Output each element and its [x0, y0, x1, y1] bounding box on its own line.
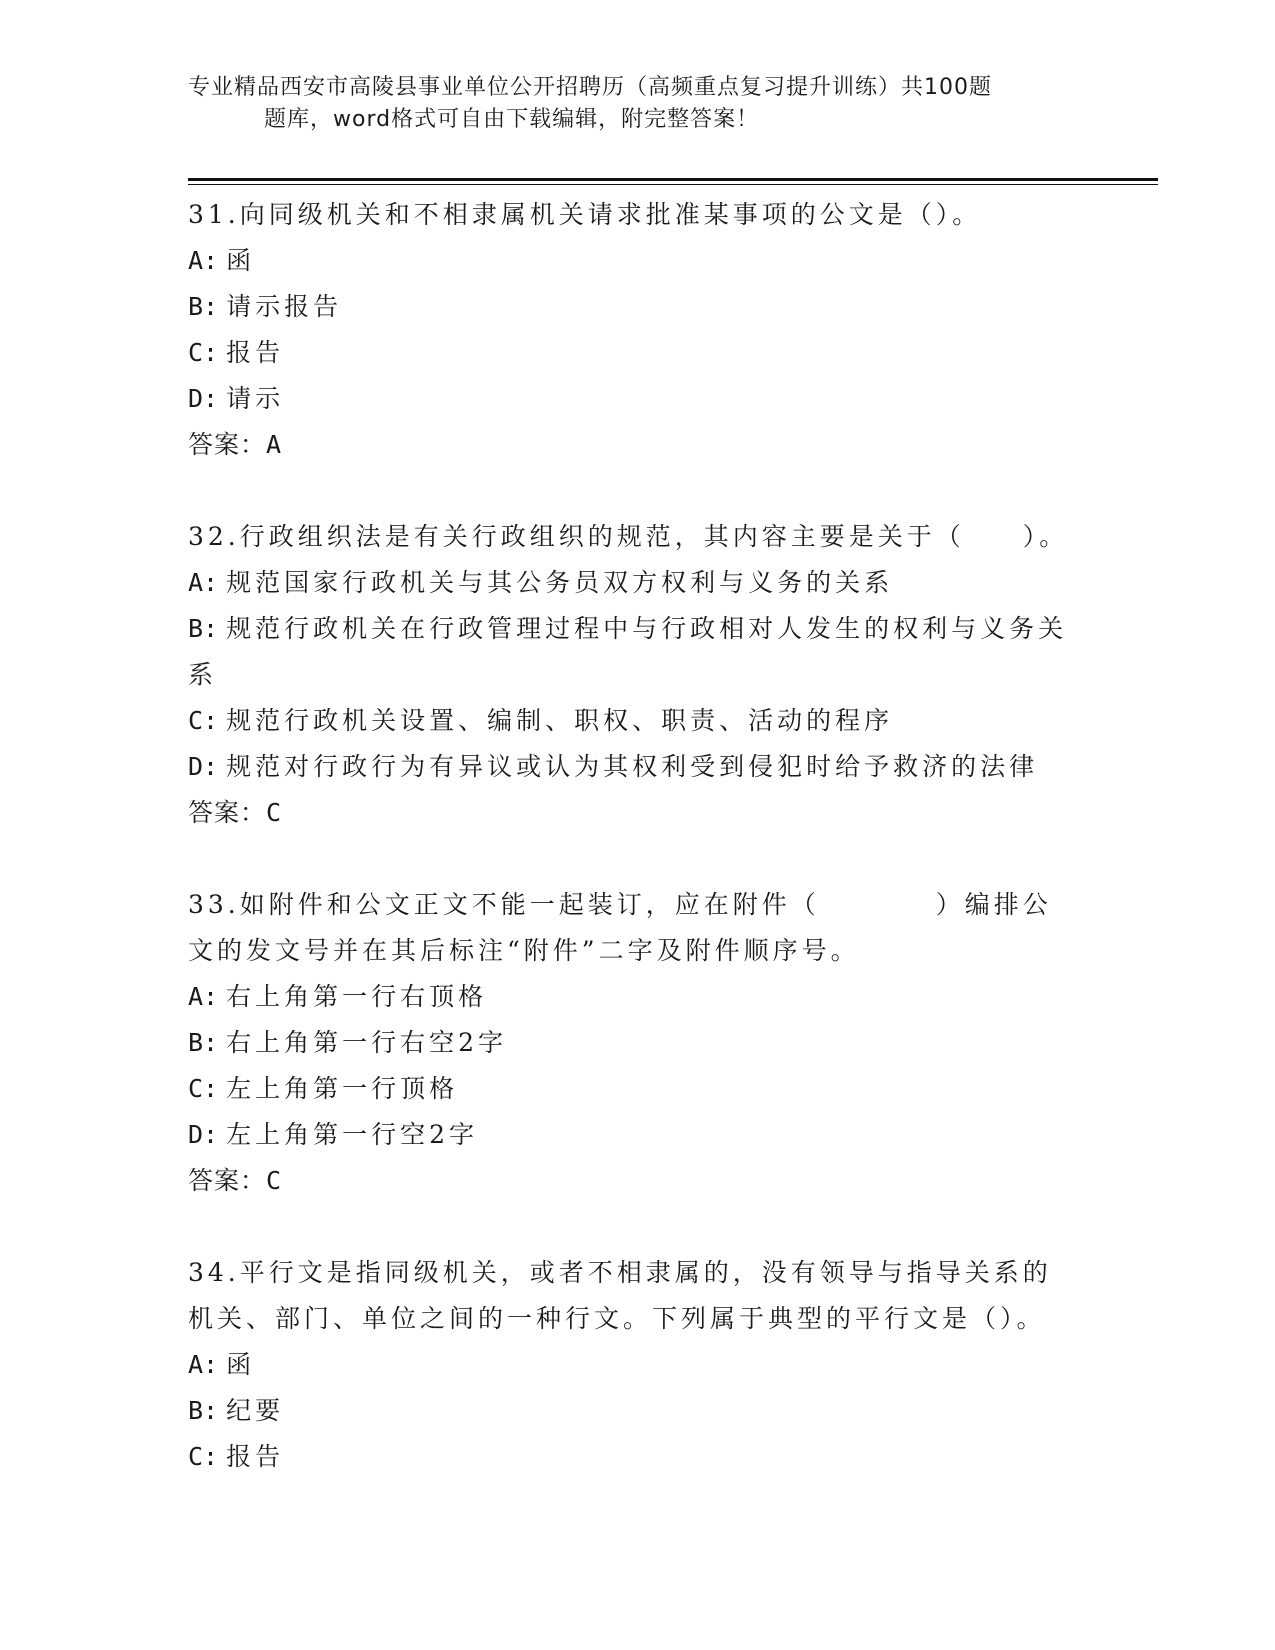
option-letter: B:: [188, 292, 219, 321]
question-block: [188, 1250, 1078, 1480]
option-row: [188, 1112, 1078, 1158]
answer-line: [188, 422, 1078, 468]
option-row: [188, 1342, 1078, 1388]
question-stem: 32.行政组织法是有关行政组织的规范，其内容主要是关于（ ）。: [188, 522, 1069, 551]
option-letter: D:: [188, 384, 219, 413]
question-stem: 31.向同级机关和不相隶属机关请求批准某事项的公文是（）。: [188, 200, 982, 229]
answer-line: [188, 1158, 1078, 1204]
option-text: 左上角第一行顶格: [226, 1074, 459, 1103]
option-row: [188, 376, 1078, 422]
answer-line: [188, 790, 1078, 836]
option-letter: C:: [188, 338, 219, 367]
option-text: 报告: [226, 1442, 285, 1471]
answer-label: 答案：: [188, 798, 267, 827]
option-text: 规范行政机关设置、编制、职权、职责、活动的程序: [226, 706, 894, 735]
option-letter: B:: [188, 1028, 219, 1057]
option-row: [188, 606, 1078, 698]
option-row: [188, 744, 1078, 790]
option-letter: C:: [188, 706, 219, 735]
option-text: 纪要: [226, 1396, 285, 1425]
answer-value: A: [266, 430, 283, 459]
option-row: [188, 1434, 1078, 1480]
option-row: [188, 1066, 1078, 1112]
question-list: [188, 192, 1078, 1526]
option-row: [188, 1388, 1078, 1434]
question-block: [188, 192, 1078, 468]
option-row: [188, 974, 1078, 1020]
option-text: 规范行政机关在行政管理过程中与行政相对人发生的权利与义务关系: [188, 614, 1068, 689]
option-letter: B:: [188, 1396, 219, 1425]
header-title-line-1: 专业精品西安市高陵县事业单位公开招聘历（高频重点复习提升训练）共100题: [188, 75, 992, 100]
header-rule-thin: [188, 184, 1158, 185]
option-letter: D:: [188, 1120, 219, 1149]
option-text: 右上角第一行右顶格: [226, 982, 488, 1011]
answer-value: C: [266, 798, 283, 827]
option-text: 规范对行政行为有异议或认为其权利受到侵犯时给予救济的法律: [226, 752, 1039, 781]
option-letter: A:: [188, 246, 219, 275]
option-letter: C:: [188, 1074, 219, 1103]
option-text: 函: [226, 1350, 256, 1379]
option-row: [188, 330, 1078, 376]
question-stem: 33.如附件和公文正文不能一起装订，应在附件（ ）编排公文的发文号并在其后标注“附件”二字及附件顺序号。: [188, 890, 1052, 965]
option-letter: B:: [188, 614, 219, 643]
answer-label: 答案：: [188, 430, 267, 459]
option-row: [188, 238, 1078, 284]
option-letter: C:: [188, 1442, 219, 1471]
option-text: 左上角第一行空2字: [226, 1120, 479, 1149]
question-stem: 34.平行文是指同级机关，或者不相隶属的，没有领导与指导关系的机关、部门、单位之间的一种行文。下列属于典型的平行文是（）。: [188, 1258, 1052, 1333]
option-row: [188, 1020, 1078, 1066]
option-text: 请示报告: [226, 292, 343, 321]
option-letter: A:: [188, 982, 219, 1011]
option-text: 报告: [226, 338, 285, 367]
option-letter: A:: [188, 1350, 219, 1379]
option-text: 规范国家行政机关与其公务员双方权利与义务的关系: [226, 568, 894, 597]
header-rule-thick: [188, 178, 1158, 181]
header-title-line-2: 题库，word格式可自由下载编辑，附完整答案！: [264, 107, 760, 132]
option-row: [188, 698, 1078, 744]
answer-value: C: [266, 1166, 283, 1195]
option-row: [188, 560, 1078, 606]
option-letter: A:: [188, 568, 219, 597]
option-text: 函: [226, 246, 256, 275]
question-block: [188, 514, 1078, 836]
option-text: 右上角第一行右空2字: [226, 1028, 508, 1057]
answer-label: 答案：: [188, 1166, 267, 1195]
option-text: 请示: [226, 384, 285, 413]
option-letter: D:: [188, 752, 219, 781]
option-row: [188, 284, 1078, 330]
question-block: [188, 882, 1078, 1204]
document-header: [188, 72, 1088, 136]
